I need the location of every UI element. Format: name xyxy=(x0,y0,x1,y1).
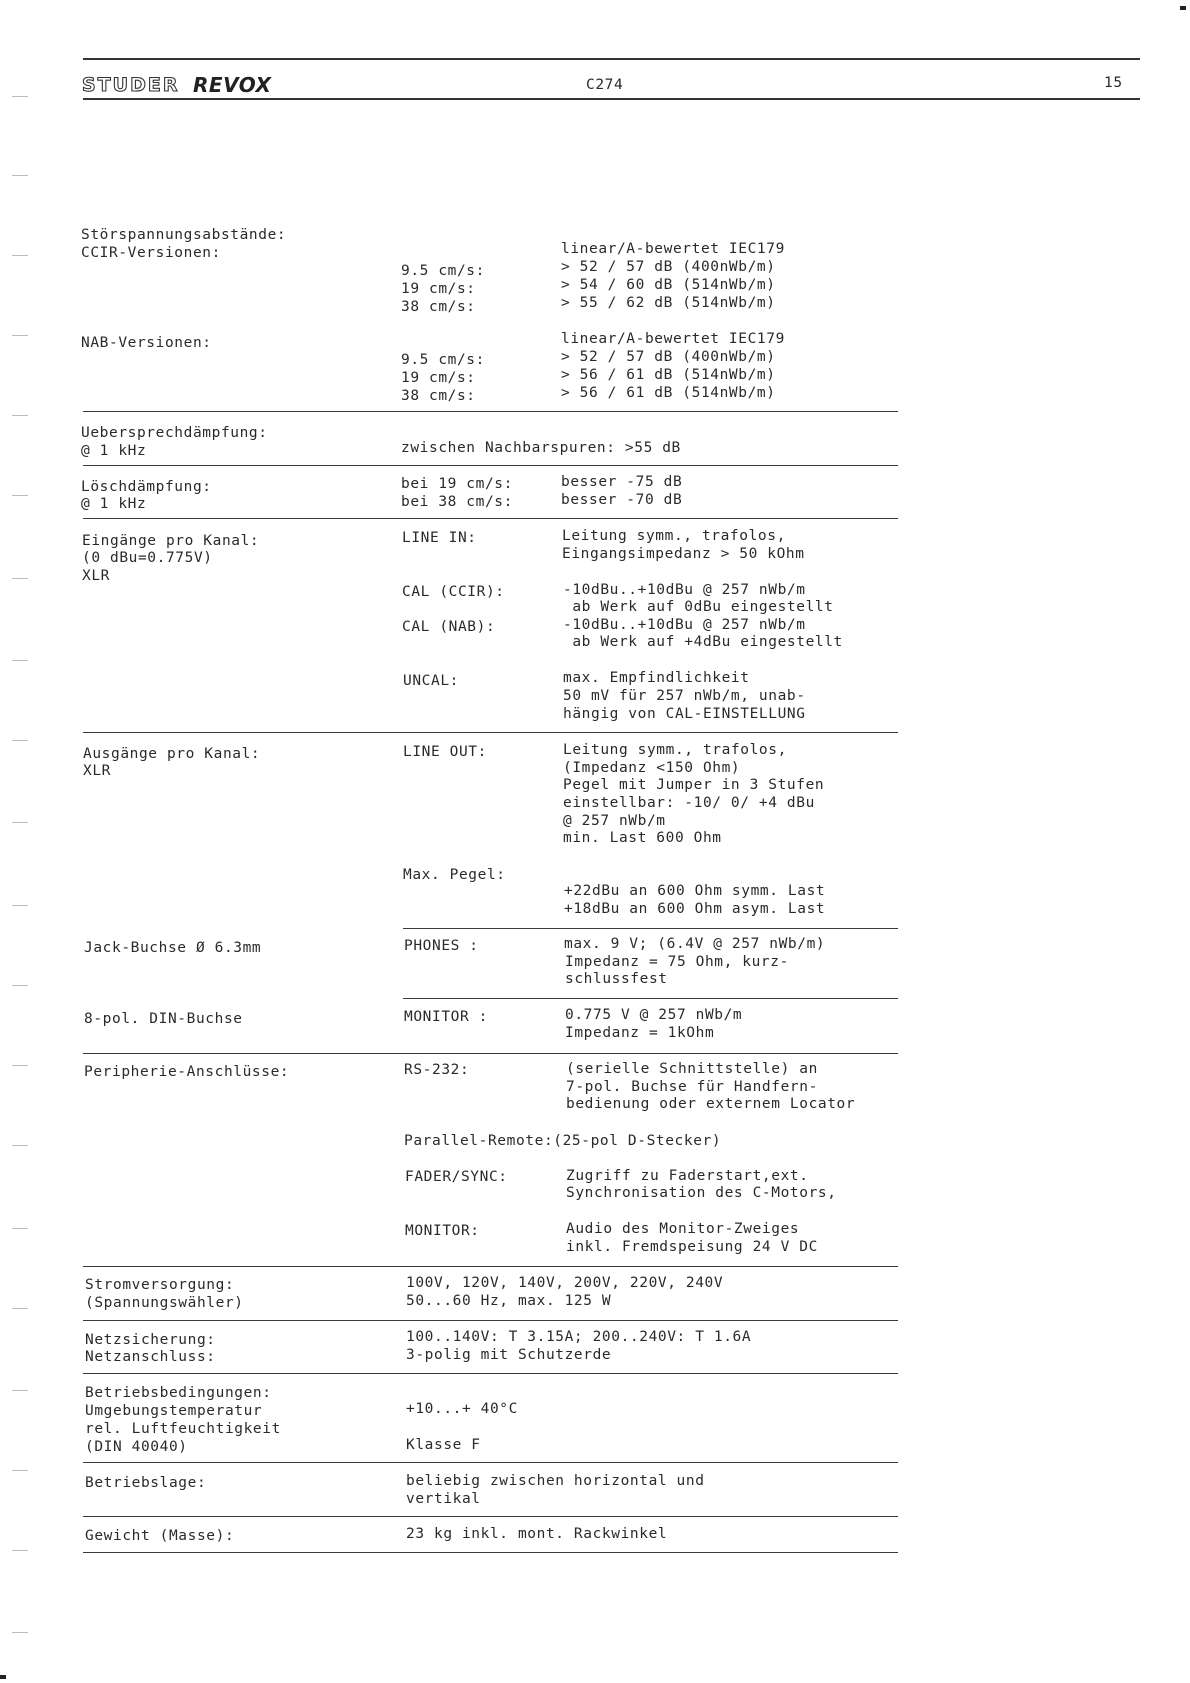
ccir-speed: 19 cm/s: xyxy=(401,281,476,297)
inputs-label: Eingänge pro Kanal: xyxy=(82,533,260,549)
section-divider xyxy=(83,1552,898,1553)
section-divider xyxy=(83,1516,898,1517)
margin-tick xyxy=(12,1308,28,1309)
margin-tick xyxy=(12,175,28,176)
outputs-label: Ausgänge pro Kanal: xyxy=(83,746,261,762)
margin-tick xyxy=(12,822,28,823)
nab-head: linear/A-bewertet IEC179 xyxy=(561,331,785,347)
ccir-head: linear/A-bewertet IEC179 xyxy=(561,241,785,257)
erase-speed: bei 38 cm/s: xyxy=(401,494,513,510)
margin-tick xyxy=(12,415,28,416)
temperature-value: +10...+ 40°C xyxy=(406,1401,518,1417)
monitor-key: MONITOR : xyxy=(404,1009,488,1025)
margin-tick xyxy=(12,495,28,496)
header-top-rule xyxy=(83,58,1140,60)
margin-tick xyxy=(12,740,28,741)
max-level-value: +22dBu an 600 Ohm symm. Last xyxy=(564,883,826,899)
corner-mark xyxy=(0,1675,6,1679)
section-divider xyxy=(83,732,898,733)
rs232-value: 7-pol. Buchse für Handfern- xyxy=(566,1079,818,1095)
margin-tick xyxy=(12,985,28,986)
line-out-value: @ 257 nWb/m xyxy=(563,813,666,829)
monitor-value: 0.775 V @ 257 nWb/m xyxy=(565,1007,743,1023)
crosstalk-label: Uebersprechdämpfung: xyxy=(81,425,268,441)
section-divider xyxy=(403,998,898,999)
rs232-value: (serielle Schnittstelle) an xyxy=(566,1061,818,1077)
cal-nab-value: ab Werk auf +4dBu eingestellt xyxy=(563,634,843,650)
ccir-value: > 54 / 60 dB (514nWb/m) xyxy=(561,277,776,293)
cal-ccir-key: CAL (CCIR): xyxy=(402,584,505,600)
inputs-connector: XLR xyxy=(82,568,110,584)
line-out-value: (Impedanz <150 Ohm) xyxy=(563,760,741,776)
line-in-value: Eingangsimpedanz > 50 kOhm xyxy=(562,546,805,562)
section-divider xyxy=(83,1053,898,1054)
margin-tick xyxy=(12,255,28,256)
rs232-key: RS-232: xyxy=(404,1062,470,1078)
uncal-key: UNCAL: xyxy=(403,673,459,689)
cal-ccir-value: ab Werk auf 0dBu eingestellt xyxy=(563,599,834,615)
crosstalk-value: zwischen Nachbarspuren: >55 dB xyxy=(401,440,681,456)
ccir-value: > 52 / 57 dB (400nWb/m) xyxy=(561,259,776,275)
position-value: beliebig zwischen horizontal und xyxy=(406,1473,705,1489)
noise-label: Störspannungsabstände: xyxy=(81,227,287,243)
fader-sync-value: Zugriff zu Faderstart,ext. xyxy=(566,1168,809,1184)
mains-value: 3-polig mit Schutzerde xyxy=(406,1347,612,1363)
section-divider xyxy=(83,1320,898,1321)
margin-tick xyxy=(12,1470,28,1471)
cal-nab-key: CAL (NAB): xyxy=(402,619,496,635)
nab-speed: 19 cm/s: xyxy=(401,370,476,386)
cal-ccir-value: -10dBu..+10dBu @ 257 nWb/m xyxy=(563,582,806,598)
weight-value: 23 kg inkl. mont. Rackwinkel xyxy=(406,1526,668,1542)
section-divider xyxy=(83,518,898,519)
fuse-value: 100..140V: T 3.15A; 200..240V: T 1.6A xyxy=(406,1329,752,1345)
max-level-key: Max. Pegel: xyxy=(403,867,506,883)
power-voltages: 100V, 120V, 140V, 200V, 220V, 240V xyxy=(406,1275,724,1291)
header-bottom-rule xyxy=(83,98,1140,100)
nab-speed: 38 cm/s: xyxy=(401,388,476,404)
margin-tick xyxy=(12,96,28,97)
nab-value: > 56 / 61 dB (514nWb/m) xyxy=(561,367,776,383)
outputs-connector: XLR xyxy=(83,763,111,779)
uncal-value: hängig von CAL-EINSTELLUNG xyxy=(563,706,806,722)
section-divider xyxy=(83,411,898,412)
uncal-value: 50 mV für 257 nWb/m, unab- xyxy=(563,688,806,704)
uncal-value: max. Empfindlichkeit xyxy=(563,670,750,686)
humidity-class-value: Klasse F xyxy=(406,1437,481,1453)
power-selector: (Spannungswähler) xyxy=(85,1295,244,1311)
section-divider xyxy=(403,928,898,929)
section-divider xyxy=(83,1373,898,1374)
margin-tick xyxy=(12,1550,28,1551)
weight-label: Gewicht (Masse): xyxy=(85,1528,235,1544)
power-label: Stromversorgung: xyxy=(85,1277,235,1293)
position-value: vertikal xyxy=(406,1491,481,1507)
din-label: 8-pol. DIN-Buchse xyxy=(84,1011,243,1027)
section-divider xyxy=(83,1462,898,1463)
page-number: 15 xyxy=(1104,75,1123,91)
jack-label: Jack-Buchse Ø 6.3mm xyxy=(84,940,262,956)
line-in-value: Leitung symm., trafolos, xyxy=(562,528,786,544)
cal-nab-value: -10dBu..+10dBu @ 257 nWb/m xyxy=(563,617,806,633)
phones-value: Impedanz = 75 Ohm, kurz- xyxy=(565,954,789,970)
studer-logo: STUDER xyxy=(82,74,180,96)
monitor-periph-key: MONITOR: xyxy=(405,1223,480,1239)
line-out-value: Leitung symm., trafolos, xyxy=(563,742,787,758)
periphery-label: Peripherie-Anschlüsse: xyxy=(84,1064,290,1080)
operating-label: Betriebsbedingungen: xyxy=(85,1385,272,1401)
line-out-key: LINE OUT: xyxy=(403,744,487,760)
margin-tick xyxy=(12,1390,28,1391)
erase-speed: bei 19 cm/s: xyxy=(401,476,513,492)
margin-tick xyxy=(12,660,28,661)
margin-tick xyxy=(12,578,28,579)
line-out-value: einstellbar: -10/ 0/ +4 dBu xyxy=(563,795,815,811)
ccir-speed: 38 cm/s: xyxy=(401,299,476,315)
margin-tick xyxy=(12,1632,28,1633)
humidity-label: rel. Luftfeuchtigkeit xyxy=(85,1421,281,1437)
margin-tick xyxy=(12,1145,28,1146)
line-out-value: min. Last 600 Ohm xyxy=(563,830,722,846)
erase-label: Löschdämpfung: xyxy=(81,479,212,495)
erase-value: besser -70 dB xyxy=(561,492,683,508)
margin-tick xyxy=(12,335,28,336)
model-number: C274 xyxy=(586,77,624,93)
phones-value: schlussfest xyxy=(565,971,668,987)
monitor-periph-value: Audio des Monitor-Zweiges xyxy=(566,1221,800,1237)
nab-value: > 56 / 61 dB (514nWb/m) xyxy=(561,385,776,401)
revox-logo: REVOX xyxy=(193,73,272,97)
ccir-value: > 55 / 62 dB (514nWb/m) xyxy=(561,295,776,311)
phones-key: PHONES : xyxy=(404,938,479,954)
ccir-speed: 9.5 cm/s: xyxy=(401,263,485,279)
line-out-value: Pegel mit Jumper in 3 Stufen xyxy=(563,777,825,793)
ambient-temp-label: Umgebungstemperatur xyxy=(85,1403,263,1419)
inputs-ref: (0 dBu=0.775V) xyxy=(82,550,213,566)
max-level-value: +18dBu an 600 Ohm asym. Last xyxy=(564,901,826,917)
monitor-periph-value: inkl. Fremdspeisung 24 V DC xyxy=(566,1239,818,1255)
rs232-value: bedienung oder externem Locator xyxy=(566,1096,856,1112)
erase-value: besser -75 dB xyxy=(561,474,683,490)
section-divider xyxy=(403,465,898,466)
corner-mark xyxy=(1180,6,1186,10)
margin-tick xyxy=(12,1228,28,1229)
line-in-key: LINE IN: xyxy=(402,530,477,546)
fader-sync-key: FADER/SYNC: xyxy=(405,1169,508,1185)
margin-tick xyxy=(12,1065,28,1066)
section-divider xyxy=(83,1266,898,1267)
position-label: Betriebslage: xyxy=(85,1475,207,1491)
parallel-remote: Parallel-Remote:(25-pol D-Stecker) xyxy=(404,1133,722,1149)
erase-freq: @ 1 kHz xyxy=(81,496,147,512)
margin-tick xyxy=(12,905,28,906)
crosstalk-freq: @ 1 kHz xyxy=(81,443,147,459)
fuse-label: Netzsicherung: xyxy=(85,1332,216,1348)
mains-label: Netzanschluss: xyxy=(85,1349,216,1365)
din-standard-label: (DIN 40040) xyxy=(85,1439,188,1455)
fader-sync-value: Synchronisation des C-Motors, xyxy=(566,1185,837,1201)
nab-label: NAB-Versionen: xyxy=(81,335,212,351)
nab-speed: 9.5 cm/s: xyxy=(401,352,485,368)
monitor-value: Impedanz = 1kOhm xyxy=(565,1025,715,1041)
power-frequency: 50...60 Hz, max. 125 W xyxy=(406,1293,612,1309)
ccir-label: CCIR-Versionen: xyxy=(81,245,221,261)
nab-value: > 52 / 57 dB (400nWb/m) xyxy=(561,349,776,365)
phones-value: max. 9 V; (6.4V @ 257 nWb/m) xyxy=(564,936,826,952)
